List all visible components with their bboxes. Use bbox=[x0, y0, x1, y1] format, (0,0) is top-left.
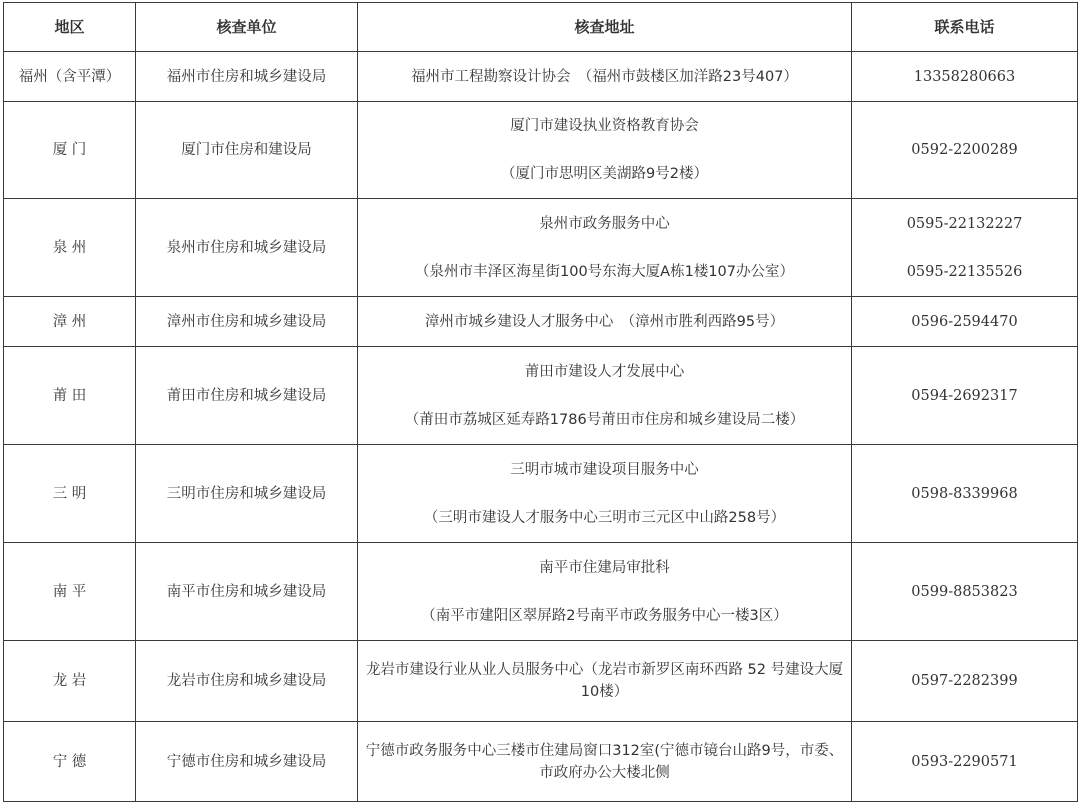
unit-cell: 南平市住房和城乡建设局 bbox=[136, 543, 358, 641]
phone-number: 0593-2290571 bbox=[911, 753, 1018, 770]
unit-cell: 漳州市住房和城乡建设局 bbox=[136, 297, 358, 347]
address-cell bbox=[358, 445, 852, 543]
header-address: 核查地址 bbox=[358, 3, 852, 52]
unit-cell: 泉州市住房和城乡建设局 bbox=[136, 199, 358, 297]
address-cell bbox=[358, 543, 852, 641]
address-line: 福州市工程勘察设计协会 （福州市鼓楼区加洋路23号407） bbox=[411, 68, 798, 85]
verification-table bbox=[3, 2, 1078, 802]
phone-number: 0595-22132227 bbox=[906, 215, 1023, 232]
phone-number: 0596-2594470 bbox=[911, 313, 1018, 330]
address-cell: 龙岩市建设行业从业人员服务中心（龙岩市新罗区南环西路 52 号建设大厦10楼） bbox=[358, 641, 852, 722]
address-cell bbox=[358, 102, 852, 199]
address-line: （南平市建阳区翠屏路2号南平市政务服务中心一楼3区） bbox=[421, 607, 788, 624]
address-line: （三明市建设人才服务中心三明市三元区中山路258号） bbox=[423, 509, 786, 526]
unit-cell: 龙岩市住房和城乡建设局 bbox=[136, 641, 358, 722]
table-row bbox=[4, 199, 1078, 297]
address-cell bbox=[358, 52, 852, 102]
phone-number: 0592-2200289 bbox=[911, 142, 1018, 158]
region-cell: 漳 州 bbox=[4, 297, 136, 347]
address-line: 莆田市建设人才发展中心 bbox=[524, 363, 685, 380]
address-line: （莆田市荔城区延寿路1786号莆田市住房和城乡建设局二楼） bbox=[404, 411, 805, 428]
address-line: 南平市住建局审批科 bbox=[539, 559, 670, 576]
address-cell: 宁德市政务服务中心三楼市住建局窗口312室(宁德市镜台山路9号，市委、市政府办公大楼北侧 bbox=[358, 722, 852, 802]
address-line: 漳州市城乡建设人才服务中心 （漳州市胜利西路95号） bbox=[424, 313, 785, 330]
phone-cell bbox=[852, 641, 1078, 722]
header-region: 地区 bbox=[4, 3, 136, 52]
table-row bbox=[4, 543, 1078, 641]
table-row bbox=[4, 102, 1078, 199]
address-line: 厦门市建设执业资格教育协会 bbox=[510, 118, 699, 134]
region-cell: 宁 德 bbox=[4, 722, 136, 802]
phone-cell bbox=[852, 199, 1078, 297]
phone-cell bbox=[852, 445, 1078, 543]
phone-cell bbox=[852, 347, 1078, 445]
region-cell: 福州（含平潭） bbox=[4, 52, 136, 102]
phone-cell bbox=[852, 52, 1078, 102]
table-row bbox=[4, 641, 1078, 722]
phone-cell bbox=[852, 722, 1078, 802]
region-cell: 泉 州 bbox=[4, 199, 136, 297]
table-row bbox=[4, 52, 1078, 102]
phone-cell bbox=[852, 102, 1078, 199]
unit-cell: 福州市住房和城乡建设局 bbox=[136, 52, 358, 102]
phone-number: 0595-22135526 bbox=[906, 263, 1023, 280]
address-cell bbox=[358, 347, 852, 445]
table-row bbox=[4, 297, 1078, 347]
address-cell bbox=[358, 297, 852, 347]
unit-cell: 宁德市住房和城乡建设局 bbox=[136, 722, 358, 802]
region-cell: 南 平 bbox=[4, 543, 136, 641]
address-line: 泉州市政务服务中心 bbox=[539, 215, 670, 232]
region-cell: 三 明 bbox=[4, 445, 136, 543]
unit-cell: 莆田市住房和城乡建设局 bbox=[136, 347, 358, 445]
region-cell: 龙 岩 bbox=[4, 641, 136, 722]
table-row bbox=[4, 347, 1078, 445]
address-line: （泉州市丰泽区海星街100号东海大厦A栋1楼107办公室） bbox=[415, 263, 794, 280]
header-phone: 联系电话 bbox=[852, 3, 1078, 52]
phone-number: 0594-2692317 bbox=[911, 387, 1018, 404]
table-row bbox=[4, 445, 1078, 543]
address-cell bbox=[358, 199, 852, 297]
unit-cell: 厦门市住房和建设局 bbox=[136, 102, 358, 199]
header-unit: 核查单位 bbox=[136, 3, 358, 52]
address-line: 三明市城市建设项目服务中心 bbox=[510, 461, 699, 478]
region-cell: 厦 门 bbox=[4, 102, 136, 199]
address-line: （厦门市思明区美湖路9号2楼） bbox=[501, 166, 708, 182]
phone-number: 0597-2282399 bbox=[911, 673, 1018, 689]
phone-cell bbox=[852, 297, 1078, 347]
phone-number: 0599-8853823 bbox=[911, 583, 1018, 600]
header-row bbox=[4, 3, 1078, 52]
unit-cell: 三明市住房和城乡建设局 bbox=[136, 445, 358, 543]
region-cell: 莆 田 bbox=[4, 347, 136, 445]
table-row bbox=[4, 722, 1078, 802]
phone-number: 0598-8339968 bbox=[911, 485, 1018, 502]
phone-cell bbox=[852, 543, 1078, 641]
phone-number: 13358280663 bbox=[913, 68, 1016, 85]
